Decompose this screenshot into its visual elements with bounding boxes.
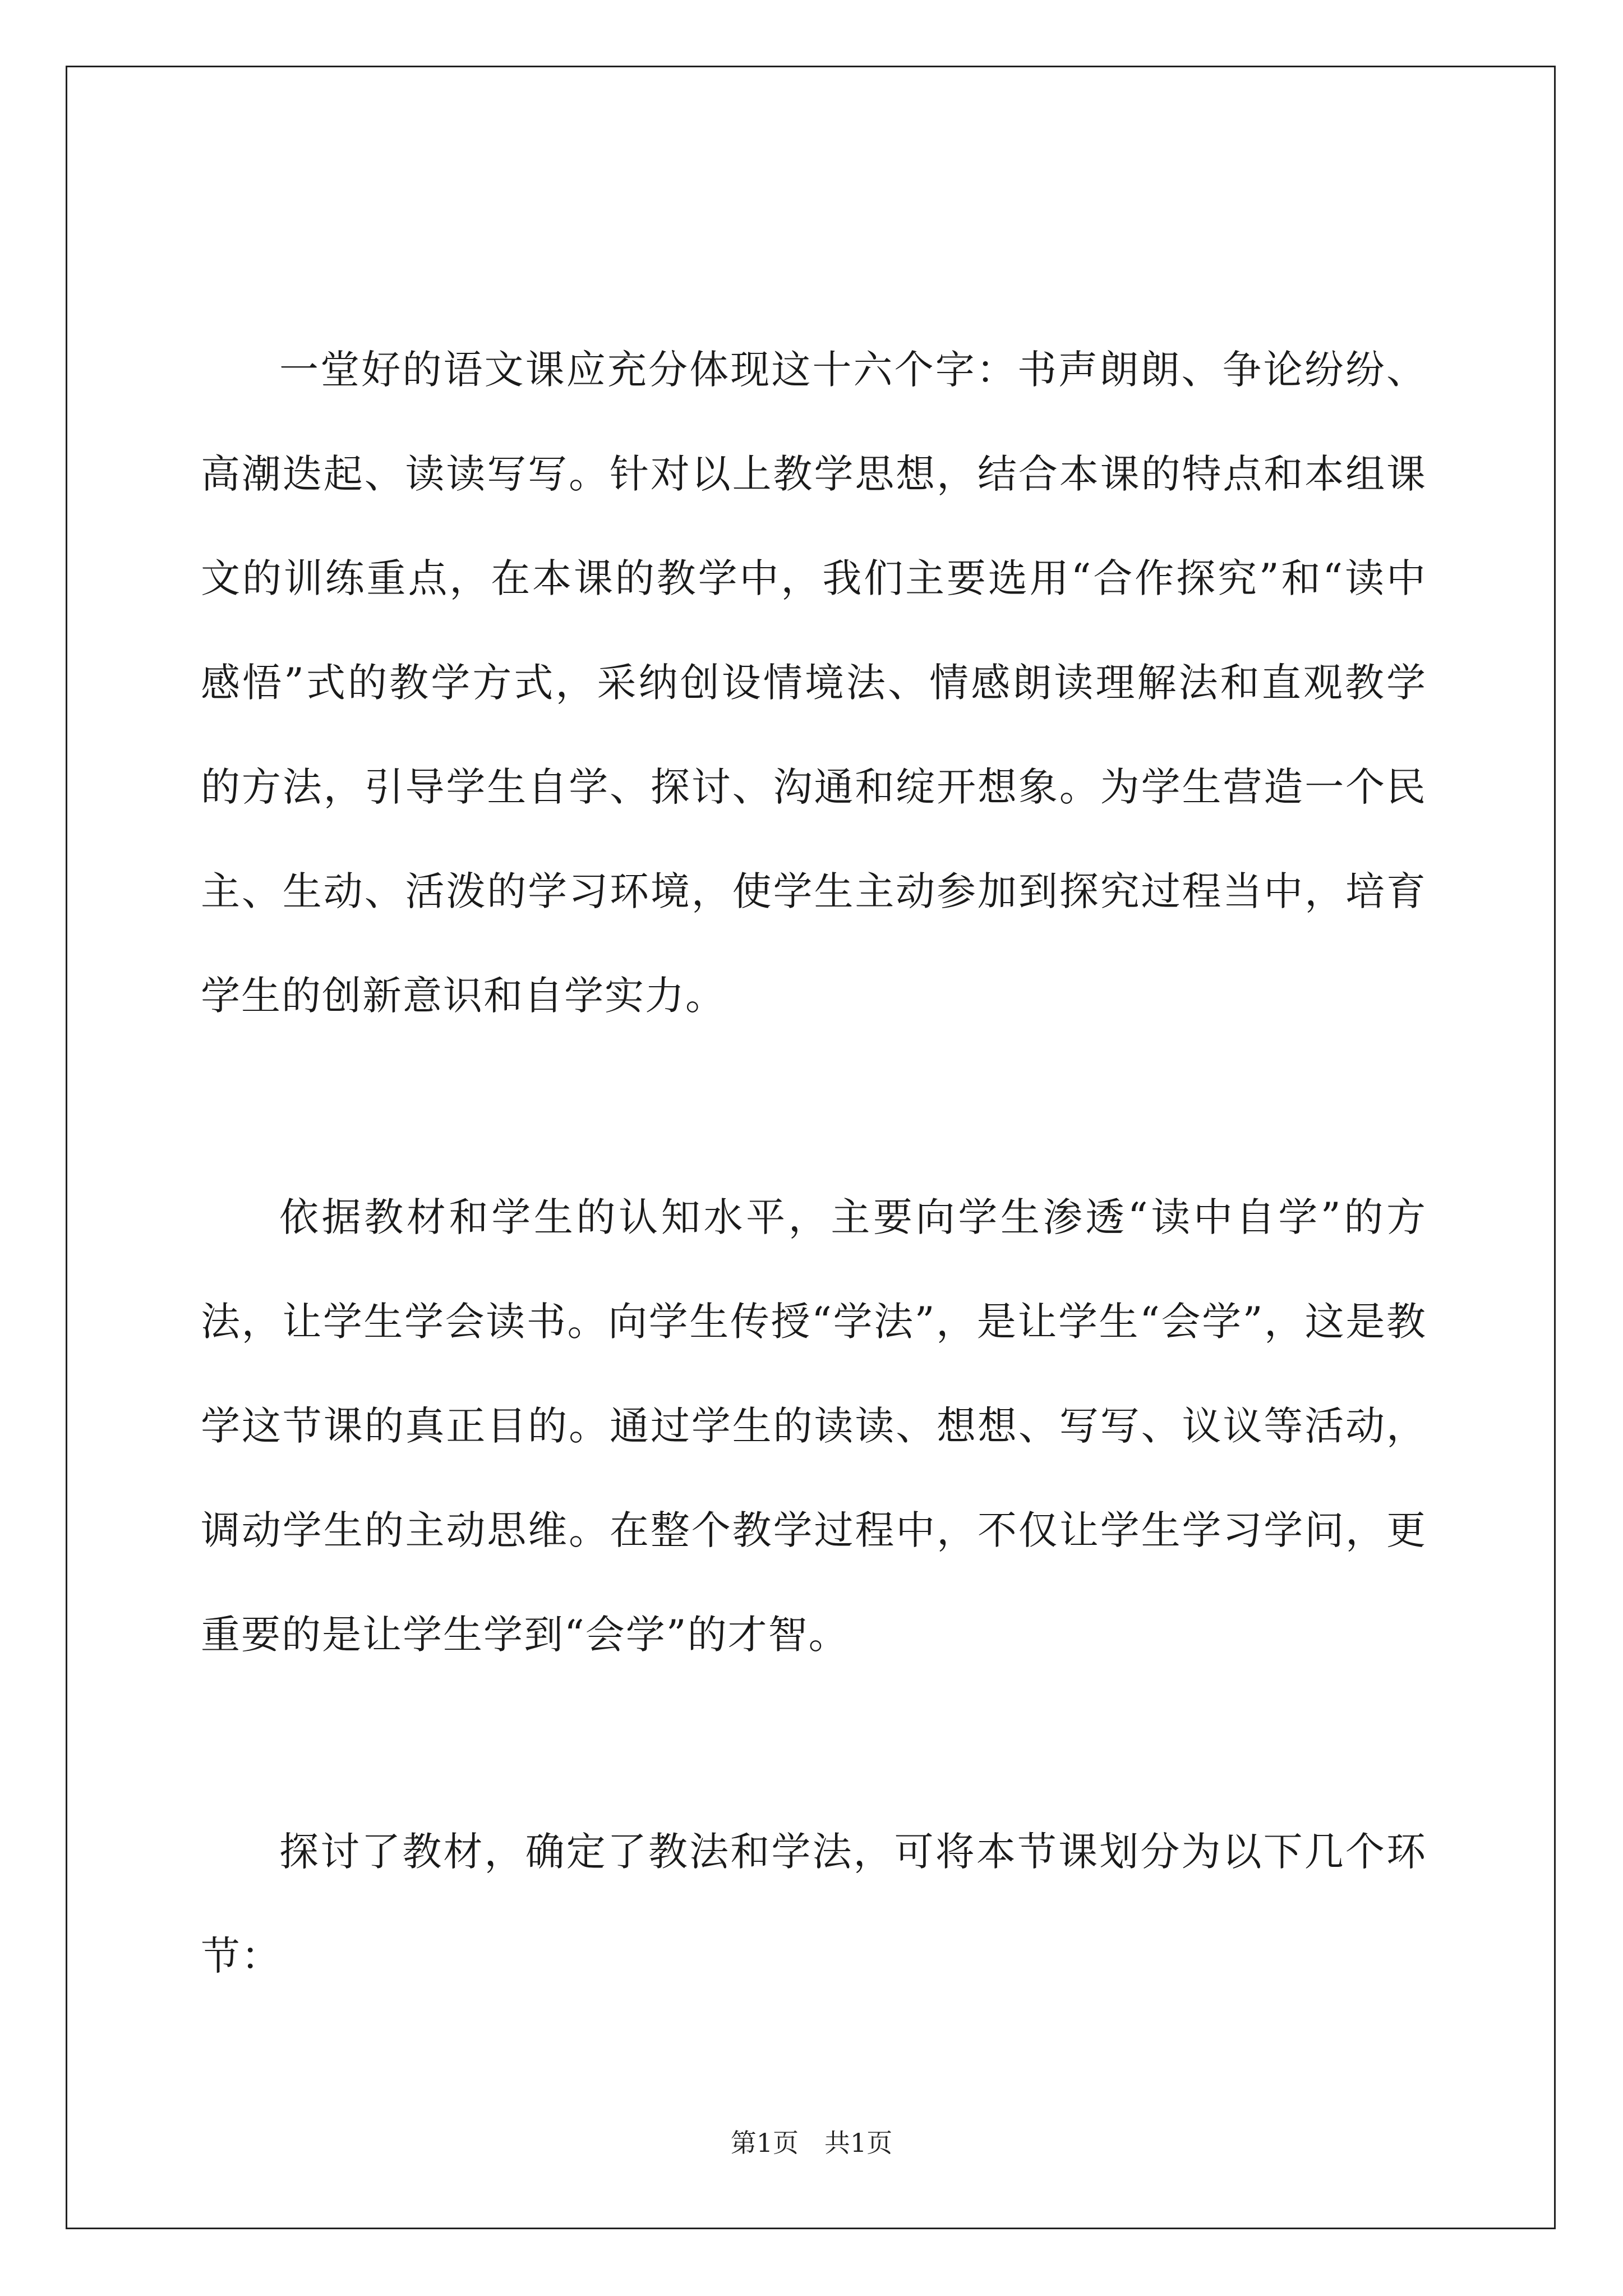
paragraph-3: 探讨了教材，确定了教法和学法，可将本节课划分为以下几个环节：	[201, 1829, 1427, 1979]
paragraph-1: 一堂好的语文课应充分体现这十六个字：书声朗朗、争论纷纷、高潮迭起、读读写写。针对以上教学思想，结合本课的特点和本组课文的训练重点，在本课的教学中，我们主要选用“合作探究”和“读中感悟”式的教学方式，采纳创设情境法、情感朗读理解法和直观教学的方法，引导学生自学、探讨、沟通和绽开想象。为学生营造一个民主、生动、活泼的学习环境，使学生主动参加到探究过程当中，培育学生的创新意识和自学实力。	[201, 347, 1427, 1019]
page-footer: 第1页 共1页	[730, 2128, 893, 2158]
paragraph-2: 依据教材和学生的认知水平，主要向学生渗透“读中自学”的方法，让学生学会读书。向学生传授“学法”，是让学生“会学”，这是教学这节课的真正目的。通过学生的读读、想想、写写、议议等活动，调动学生的主动思维。在整个教学过程中，不仅让学生学习学问，更重要的是让学生学到“会学”的才智。	[201, 1194, 1427, 1658]
